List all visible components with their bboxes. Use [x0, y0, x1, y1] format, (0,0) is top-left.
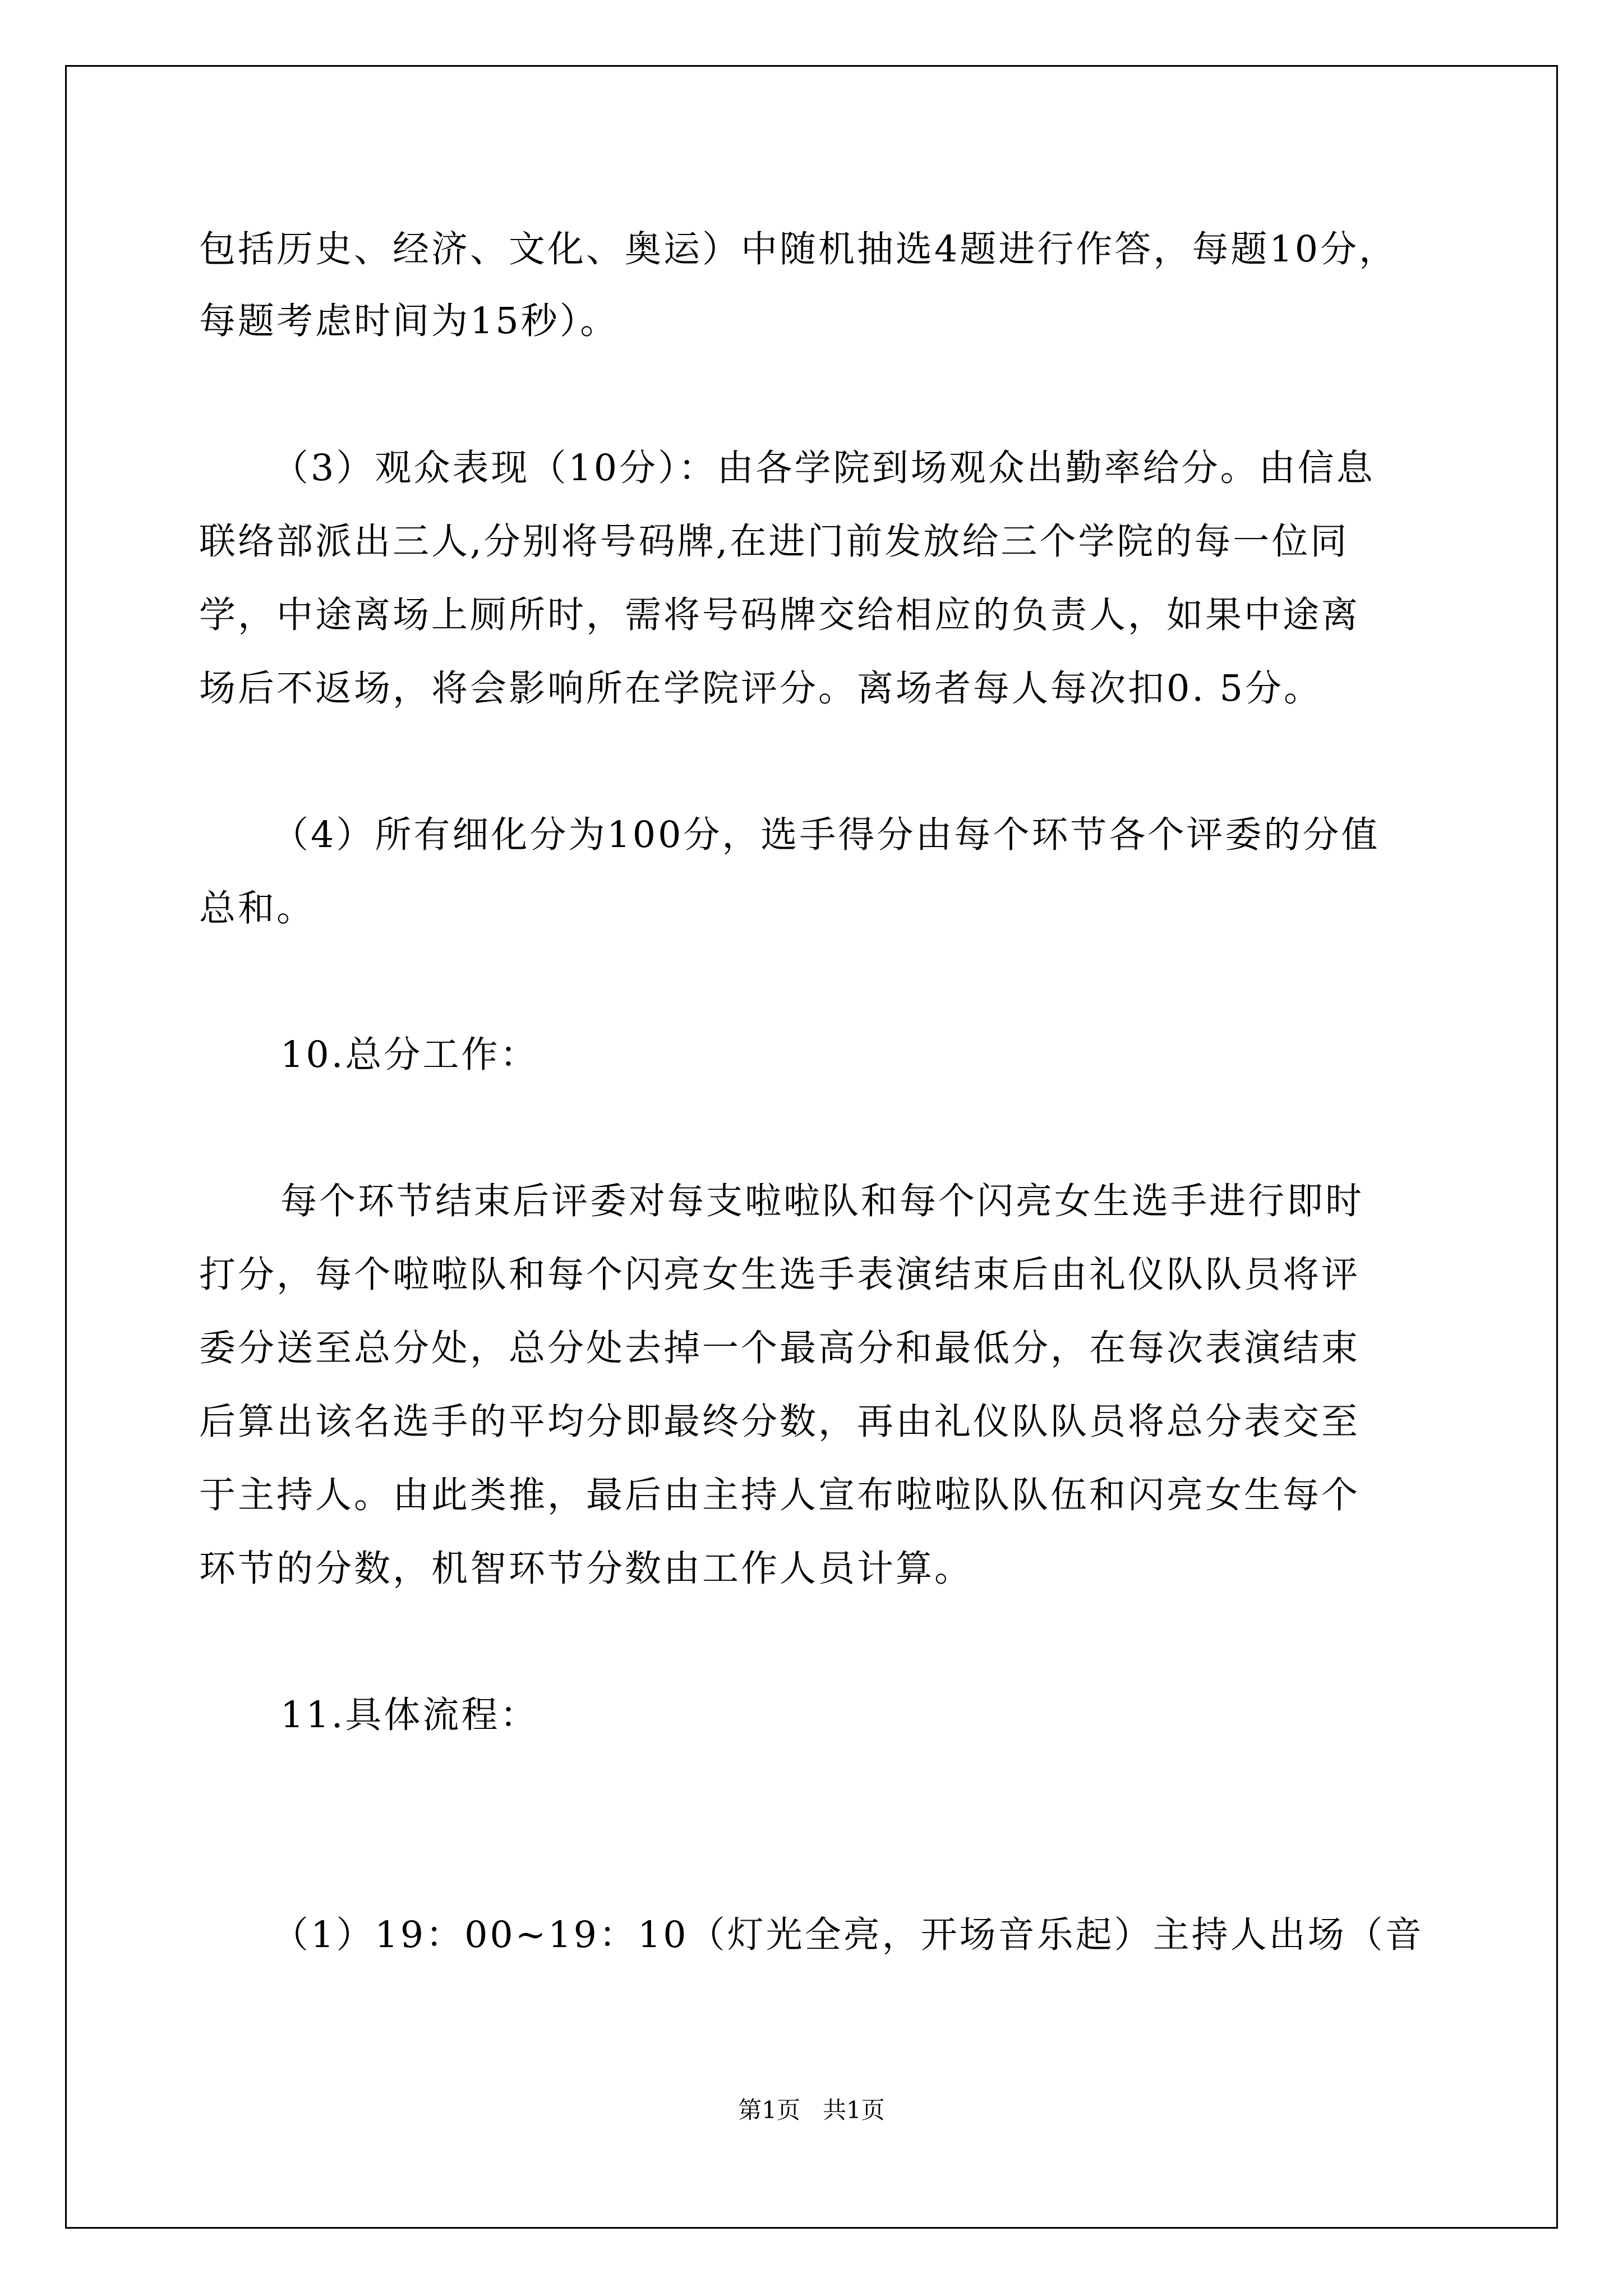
text-line: 打分，每个啦啦队和每个闪亮女生选手表演结束后由礼仪队队员将评	[199, 1254, 1361, 1296]
text-line: 每个环节结束后评委对每支啦啦队和每个闪亮女生选手进行即时	[280, 1180, 1364, 1222]
page-border	[65, 65, 1558, 2229]
page-footer: 第1页 共1页	[738, 2096, 885, 2124]
text-line: 每题考虑时间为15秒）。	[199, 300, 619, 342]
text-line: 于主持人。由此类推，最后由主持人宣布啦啦队队伍和闪亮女生每个	[199, 1474, 1361, 1516]
text-line: （1）19：00~19：10（灯光全亮，开场音乐起）主持人出场（音	[272, 1914, 1424, 1956]
text-line: 联络部派出三人,分别将号码牌,在进门前发放给三个学院的每一位同	[199, 521, 1349, 563]
section-heading: 11.具体流程：	[280, 1694, 539, 1736]
text-line: 学，中途离场上厕所时，需将号码牌交给相应的负责人，如果中途离	[199, 594, 1361, 636]
text-line: 包括历史、经济、文化、奥运）中随机抽选4题进行作答，每题10分，	[199, 228, 1398, 270]
text-line: 环节的分数，机智环节分数由工作人员计算。	[199, 1548, 974, 1590]
text-line: 场后不返场，将会影响所在学院评分。离场者每人每次扣0. 5分。	[199, 668, 1323, 710]
text-line: 后算出该名选手的平均分即最终分数，再由礼仪队队员将总分表交至	[199, 1401, 1361, 1443]
text-line: 委分送至总分处，总分处去掉一个最高分和最低分，在每次表演结束	[199, 1327, 1361, 1369]
section-heading: 10.总分工作：	[280, 1034, 539, 1076]
text-line: （4）所有细化分为100分，选手得分由每个环节各个评委的分值	[272, 814, 1380, 856]
text-line: 总和。	[199, 887, 316, 930]
text-line: （3）观众表现（10分）：由各学院到场观众出勤率给分。由信息	[272, 447, 1375, 489]
